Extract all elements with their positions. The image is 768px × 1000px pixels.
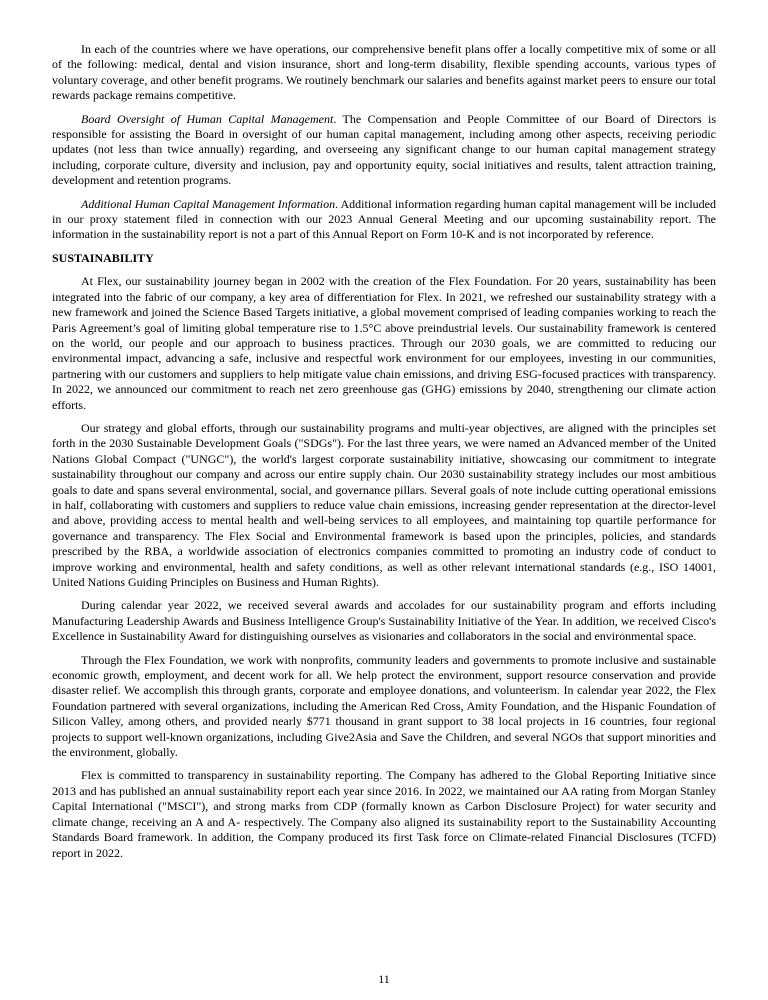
paragraph-lead-italic: Additional Human Capital Management Information: [81, 196, 336, 211]
page-number: 11: [378, 972, 390, 986]
paragraph-text: In each of the countries where we have operations, our comprehensive benefit plans offer a locally competitive mix of some or all of the following: medical, dental and vision insurance, short and long-term disability, flexible spending accounts, various types of voluntary coverage, and other benefit programs. We routinely benchmark our salaries and benefits against market peers to ensure our total rewards package remains competitive.: [52, 42, 716, 103]
paragraph-lead-italic: Board Oversight of Human Capital Management: [81, 111, 334, 126]
paragraph-awards: During calendar year 2022, we received several awards and accolades for our sustainability program and efforts including Manufacturing Leadership Awards and Business Intelligence Group's Sustainability Initiative of the Year. In addition, we received Cisco's Excellence in Sustainability Award for distinguishing ourselves as visionaries and collaborators in the social and environmental space.: [52, 598, 716, 644]
page-body: [52, 42, 716, 869]
paragraph-board-oversight: [52, 112, 716, 189]
paragraph-additional-info: [52, 197, 716, 243]
paragraph-benefit-plans: [52, 42, 716, 104]
paragraph-text: . The Compensation and People Committee of our Board of Directors is responsible for assisting the Board in oversight of our human capital management, including among other aspects, receiving periodic updates (not less than twice annually) regarding, and overseeing any significant change to our human capital management strategy including, corporate culture, diversity and inclusion, pay and opportunity equity, social initiatives and results, talent attraction training, development and retention programs.: [52, 111, 716, 188]
paragraph-transparency-reporting: Flex is committed to transparency in sustainability reporting. The Company has adhered to the Global Reporting Initiative since 2013 and has published an annual sustainability report each year since 2016. In 2022, we maintained our AA rating from Morgan Stanley Capital International ("MSCI"), and strong marks from CDP (formally known as Carbon Disclosure Project) for water security and climate change, receiving an A and A- respectively. The Company also aligned its sustainability report to the Sustainability Accounting Standards Board framework. In addition, the Company produced its first Task force on Climate-related Financial Disclosures (TCFD) report in 2022.: [52, 768, 716, 860]
paragraph-sustainability-journey: At Flex, our sustainability journey began in 2002 with the creation of the Flex Foundation. For 20 years, sustainability has been integrated into the fabric of our company, a key area of differentiation for Flex. In 2021, we refreshed our sustainability strategy with a new framework and joined the Science Based Targets initiative, a global movement comprised of leading companies working to reach the Paris Agreement’s goal of limiting global temperature rise to 1.5°C above preindustrial levels. Our sustainability framework is centered on the world, our people and our approach to business practices. Through our 2030 goals, we are committed to reducing our environmental impact, advancing a safe, inclusive and respectful work environment for our employees, investing in our communities, partnering with our customers and suppliers to help mitigate value chain emissions, and driving ESG-focused practices with transparency. In 2022, we announced our commitment to reach net zero greenhouse gas (GHG) emissions by 2040, strengthening our climate action efforts.: [52, 274, 716, 412]
paragraph-text: . Additional information regarding human capital management will be included in our proxy statement filed in connection with our 2023 Annual General Meeting and our upcoming sustainability report. The information in the sustainability report is not a part of this Annual Report on Form 10-K and is not incorporated by reference.: [52, 196, 716, 242]
paragraph-flex-foundation: Through the Flex Foundation, we work with nonprofits, community leaders and governments to promote inclusive and sustainable economic growth, employment, and decent work for all. We help protect the environment, support resource conservation and provide disaster relief. We accomplish this through grants, corporate and employee donations, and volunteerism. In calendar year 2022, the Flex Foundation partnered with several organizations, including the American Red Cross, Amity Foundation, and the Hispanic Foundation of Silicon Valley, among others, and provided nearly $771 thousand in grant support to 38 local projects in 16 countries, four regional projects to support well-known organizations, including Give2Asia and Save the Children, and several NGOs that support minorities and the environment, globally.: [52, 652, 716, 760]
section-heading-sustainability: SUSTAINABILITY: [52, 250, 154, 265]
paragraph-strategy-global-efforts: Our strategy and global efforts, through our sustainability programs and multi-year objectives, are aligned with the principles set forth in the 2030 Sustainable Development Goals ("SDGs"). For the last three years, we were named an Advanced member of the United Nations Global Compact ("UNGC"), the world's largest corporate sustainability initiative, showcasing our commitment to integrate sustainability throughout our company and across our entire supply chain. Our 2030 sustainability strategy includes our most ambitious goals to date and spans several environmental, social, and governance pillars. Several goals of note include cutting operational emissions in half, collaborating with customers and suppliers to reduce value chain emissions, increasing gender representation at the director-level and above, providing access to mental health and well-being services to all employees, and maintaining top quartile performance for governance and transparency. The Flex Social and Environmental framework is based upon the principles, policies, and standards prescribed by the RBA, a worldwide association of electronics companies committed to promoting an industry code of conduct to improve working and environmental, health and safety conditions, as well as other relevant international standards (e.g., ISO 14001, United Nations Guiding Principles on Business and Human Rights).: [52, 420, 716, 589]
